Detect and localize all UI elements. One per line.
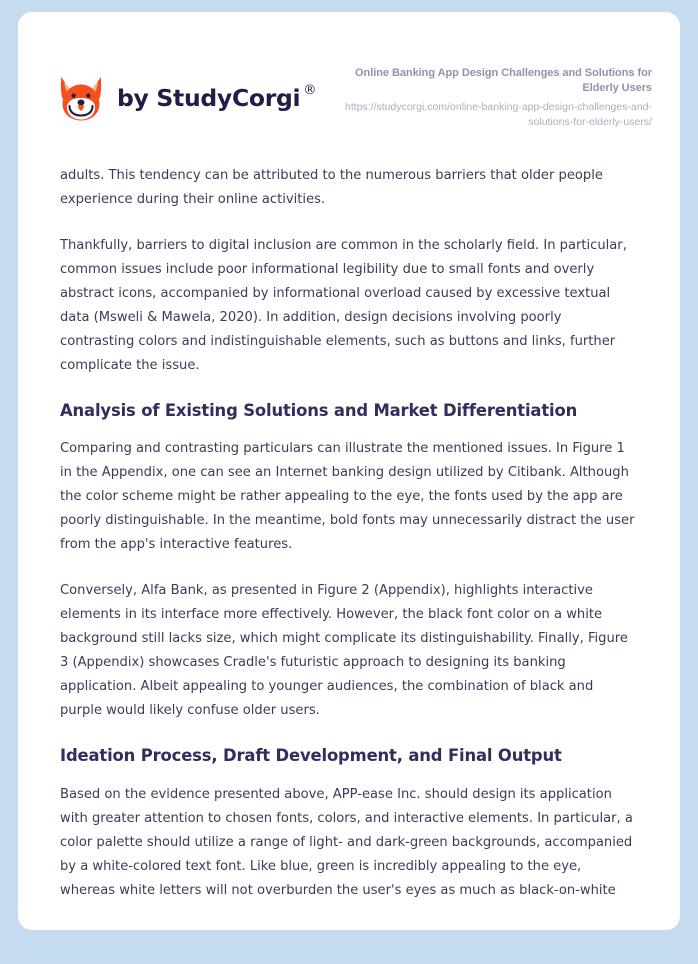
brand-name-text: by StudyCorgi bbox=[117, 84, 301, 112]
paragraph: Conversely, Alfa Bank, as presented in Figure 2 (Appendix), highlights interactive elements in its interface more effectively. However, the black font color on a white background still lacks size, which might complicate its distinguishability. Finally, Figure 3 (Appendix) showcases Cradle's futuristic approach to designing its banking application. Albeit appealing to younger audiences, the combination of black and purple would likely confuse older users. bbox=[60, 583, 628, 719]
document-body bbox=[18, 164, 680, 903]
document-url[interactable]: https://studycorgi.com/online-banking-app-design-challenges-and-solutions-for-elderly-users/ bbox=[344, 101, 652, 129]
brand-wordmark bbox=[117, 84, 316, 112]
paragraph: Comparing and contrasting particulars can illustrate the mentioned issues. In Figure 1 in the Appendix, one can see an Internet banking design utilized by Citibank. Although the color scheme might be rather appealing to the eye, the fonts used by the app are poorly distinguishable. In the meantime, bold fonts may unnecessarily distract the user from the app's interactive features. bbox=[60, 441, 635, 553]
paragraph: adults. This tendency can be attributed to the numerous barriers that older people experience during their online activities. bbox=[60, 168, 603, 208]
section-block bbox=[60, 745, 636, 766]
registered-trademark-icon: ® bbox=[303, 83, 317, 98]
paragraph: Thankfully, barriers to digital inclusion are common in the scholarly field. In particular, common issues include poor informational legibility due to small fonts and overly abstract icons, accompanied by informational overload caused by excessive textual data (Msweli & Mawela, 2020). In addition, design decisions involving poorly contrasting colors and indistinguishable elements, such as buttons and links, further complicate the issue. bbox=[60, 238, 627, 374]
section-heading: Analysis of Existing Solutions and Market Differentiation bbox=[60, 401, 578, 421]
document-title: Online Banking App Design Challenges and Solutions for Elderly Users bbox=[355, 67, 652, 95]
brand-logo-block[interactable] bbox=[58, 60, 316, 122]
section-heading: Ideation Process, Draft Development, and Final Output bbox=[60, 746, 562, 766]
section-block bbox=[60, 400, 636, 421]
document-header bbox=[18, 12, 680, 130]
paragraph: Based on the evidence presented above, APP-ease Inc. should design its application with greater attention to chosen fonts, colors, and interactive elements. In particular, a color palette should utilize a range of light- and dark-green backgrounds, accompanied by a white-colored text font. Like blue, green is incredibly appealing to the eye, whereas white letters will not overburden the user's eyes as much as black-on-white bbox=[60, 786, 633, 898]
document-meta bbox=[316, 60, 652, 130]
corgi-face-logo-icon bbox=[58, 74, 104, 122]
document-card bbox=[18, 12, 680, 930]
